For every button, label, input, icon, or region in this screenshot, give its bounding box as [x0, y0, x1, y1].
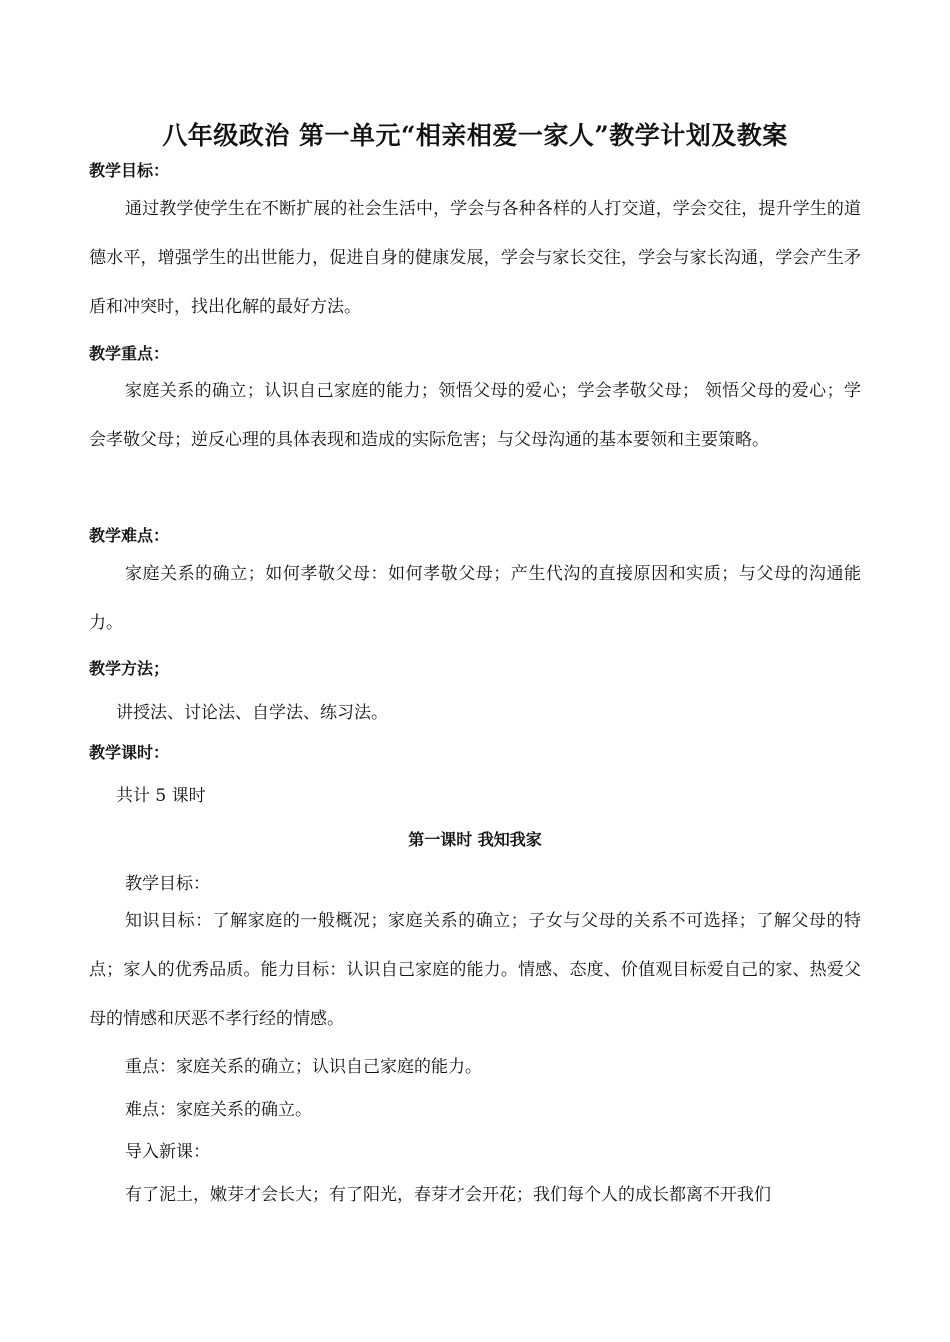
lesson1-intro-text: 有了泥土，嫩芽才会长大；有了阳光，春芽才会开花；我们每个人的成长都离不开我们 — [125, 1185, 771, 1205]
lesson1-knowledge-paragraph: 知识目标：了解家庭的一般概况；家庭关系的确立；子女与父母的关系不可选择；了解父母的特点；家人的优秀品质。能力目标：认识自己家庭的能力。情感、态度、价值观目标爱自己的家、热爱父母的情感和厌恶不孝行经的情感。 — [89, 911, 861, 1029]
goals-paragraph: 通过教学使学生在不断扩展的社会生活中，学会与各种各样的人打交道，学会交往，提升学生的道德水平，增强学生的出世能力，促进自身的健康发展，学会与家长交往，学会与家长沟通，学会产生矛盾和冲突时，找出化解的最好方法。 — [89, 199, 861, 317]
methods-heading: 教学方法； — [89, 659, 170, 678]
difficulties-heading: 教学难点： — [89, 526, 170, 545]
lesson1-key-text: 重点：家庭关系的确立；认识自己家庭的能力。 — [125, 1057, 482, 1077]
lesson1-intro-label: 导入新课： — [125, 1142, 210, 1162]
key-points-heading: 教学重点： — [89, 344, 170, 363]
hours-text: 共计 5 课时 — [116, 786, 206, 806]
hours-heading: 教学课时： — [89, 743, 170, 762]
lesson1-difficulty-text: 难点：家庭关系的确立。 — [125, 1100, 312, 1120]
methods-text: 讲授法、讨论法、自学法、练习法。 — [116, 703, 388, 723]
lesson1-heading: 第一课时 我知我家 — [408, 830, 542, 849]
lesson1-goals-label: 教学目标： — [125, 874, 210, 894]
document-title: 八年级政治 第一单元“相亲相爱一家人”教学计划及教案 — [162, 121, 788, 150]
difficulties-paragraph: 家庭关系的确立；如何孝敬父母：如何孝敬父母；产生代沟的直接原因和实质；与父母的沟通能力。 — [89, 564, 861, 633]
goals-heading: 教学目标： — [89, 161, 170, 180]
key-points-paragraph: 家庭关系的确立；认识自己家庭的能力；领悟父母的爱心；学会孝敬父母； 领悟父母的爱心；学会孝敬父母；逆反心理的具体表现和造成的实际危害；与父母沟通的基本要领和主要策略。 — [89, 381, 861, 450]
